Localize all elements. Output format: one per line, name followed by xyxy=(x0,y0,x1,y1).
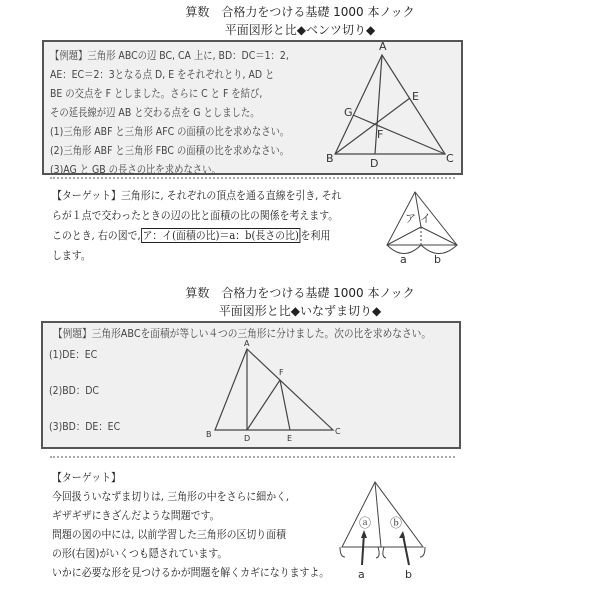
label-a: a xyxy=(358,568,365,581)
label-C: C xyxy=(446,152,454,165)
label-a-area: ア xyxy=(405,212,416,225)
label-a: a xyxy=(400,253,407,266)
label-circled-a: ⓐ xyxy=(359,516,372,530)
example2-question: (1)DE：EC xyxy=(49,348,98,361)
target2-line: 今回扱ういなずま切りは, 三角形の中をさらに細かく, xyxy=(52,490,290,503)
label-A: A xyxy=(244,339,250,348)
label-F: F xyxy=(279,368,284,377)
label-F: F xyxy=(377,128,384,141)
label-D: D xyxy=(370,157,379,170)
example1-question: (1)三角形 ABF と三角形 AFC の面積の比を求めなさい。 xyxy=(50,125,290,138)
label-D: D xyxy=(244,434,251,443)
target2-line: 問題の図の中には, 以前学習した三角形の区切り面積 xyxy=(52,528,286,541)
target1-text: このとき, 右の図で, xyxy=(52,229,141,242)
arrow-up-icon xyxy=(361,530,367,538)
example1-line: 【例題】三角形 ABCの辺 BC, CA 上に, BD：DC＝1：2, xyxy=(50,49,289,62)
target1-text: を利用 xyxy=(300,229,331,242)
label-B: B xyxy=(326,152,334,165)
target2-line: ギザギザにきざんだような問題です。 xyxy=(52,509,220,522)
section2-title: 算数 合格力をつける基礎 1000 本ノック xyxy=(185,286,415,300)
example1-line: BE の交点を F としました。さらに C と F を結び, xyxy=(50,87,263,100)
example2-question: (3)BD：DE：EC xyxy=(49,420,121,433)
target1-line: します。 xyxy=(52,249,91,262)
target2-line: 【ターゲット】 xyxy=(52,471,121,484)
label-C: C xyxy=(335,427,341,436)
label-G: G xyxy=(344,106,353,119)
section1-title: 算数 合格力をつける基礎 1000 本ノック xyxy=(185,5,415,19)
key-formula-box: ア：イ(面積の比)＝a：b(長さの比) xyxy=(142,229,299,242)
example2-heading: 【例題】三角形ABCを面積が等しい４つの三角形に分けました。次の比を求めなさい。 xyxy=(53,327,432,340)
target1-line: 【ターゲット】三角形に, それぞれの頂点を通る直線を引き, それ xyxy=(52,189,342,202)
arrow-up-icon xyxy=(399,531,405,538)
example1-question: (3)AG と GB の長さの比を求めなさい。 xyxy=(50,163,221,176)
section2-subtitle: 平面図形と比◆いなずま切り◆ xyxy=(218,304,382,318)
target1-line: らが１点で交わったときの辺の比と面積の比の関係を考えます。 xyxy=(52,209,339,222)
label-B: B xyxy=(206,430,212,439)
example2-question: (2)BD：DC xyxy=(49,384,99,397)
label-E: E xyxy=(287,434,293,443)
label-E: E xyxy=(412,90,419,103)
example1-line: AE：EC＝2：3となる点 D, E をそれぞれとり, AD と xyxy=(50,68,275,81)
label-b: b xyxy=(405,568,412,581)
target2-line: いかに必要な形を見つけるかが問題を解くカギになりますよ。 xyxy=(52,566,330,579)
example1-question: (2)三角形 ABF と三角形 FBC の面積の比を求めなさい。 xyxy=(50,144,290,157)
label-A: A xyxy=(379,40,387,53)
section1-subtitle: 平面図形と比◆ベンツ切り◆ xyxy=(224,23,376,37)
target2-line: の形(右図)がいくつも隠されています。 xyxy=(52,547,228,560)
label-i-area: イ xyxy=(420,212,431,225)
example1-line: その延長線が辺 AB と交わる点を G としました。 xyxy=(50,106,260,119)
label-b: b xyxy=(434,253,441,266)
label-circled-b: ⓑ xyxy=(390,516,403,530)
